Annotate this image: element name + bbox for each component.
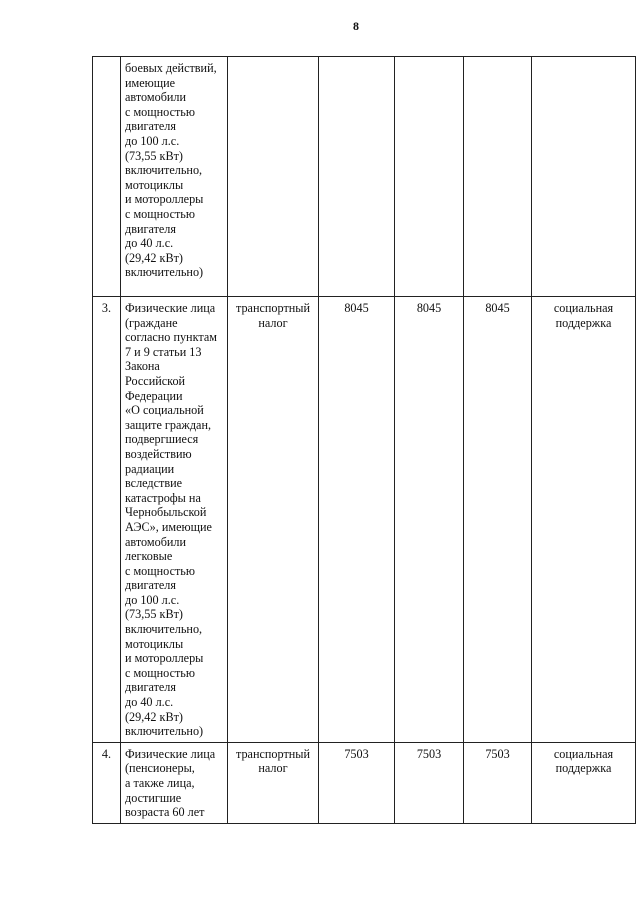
category-line: Закона	[125, 359, 160, 374]
category-line: (73,55 кВт)	[125, 148, 183, 163]
category-line: включительно)	[125, 724, 204, 739]
tax-line: транспортный	[235, 746, 311, 761]
category-line: включительно,	[125, 622, 203, 637]
support-type-line: социальная	[553, 746, 614, 761]
category-line: Физические лица	[125, 301, 216, 315]
page-number: 8	[353, 19, 359, 33]
category-line: и мотороллеры	[125, 651, 204, 666]
support-type-cell	[532, 297, 636, 743]
category-line: двигателя	[125, 119, 176, 134]
category-line: катастрофы на	[125, 490, 201, 505]
category-line: имеющие	[125, 75, 176, 90]
category-line: двигателя	[125, 578, 176, 593]
category-line: с мощностью	[125, 206, 195, 221]
value-cell: 8045	[464, 297, 532, 743]
tax-cell	[228, 742, 319, 823]
category-line: (граждане	[125, 315, 178, 330]
category-cell	[121, 57, 228, 297]
category-line: Российской	[125, 373, 186, 388]
category-line: до 100 л.с.	[125, 133, 180, 148]
value-cell	[319, 57, 395, 297]
value-cell: 7503	[464, 742, 532, 823]
benefits-table	[92, 56, 636, 824]
category-line: подвергшиеся	[125, 432, 199, 447]
category-line: Физические лица	[125, 746, 216, 761]
category-line: (29,42 кВт)	[125, 250, 183, 265]
value-cell	[464, 57, 532, 297]
category-line: согласно пунктам	[125, 330, 217, 345]
category-line: (пенсионеры,	[125, 761, 195, 776]
tax-line: транспортный	[235, 301, 311, 315]
category-line: до 100 л.с.	[125, 592, 180, 607]
category-line: с мощностью	[125, 563, 195, 578]
category-line: легковые	[125, 549, 173, 564]
support-type-line: поддержка	[555, 315, 612, 330]
category-line: до 40 л.с.	[125, 695, 174, 710]
value-cell: 7503	[395, 742, 464, 823]
value-cell: 8045	[319, 297, 395, 743]
category-line: с мощностью	[125, 104, 195, 119]
category-line: (29,42 кВт)	[125, 709, 183, 724]
support-type-line: поддержка	[555, 761, 612, 776]
category-line: «О социальной	[125, 403, 204, 418]
category-line: автомобили	[125, 534, 187, 549]
table-row	[93, 742, 636, 823]
category-line: автомобили	[125, 90, 187, 105]
value-cell: 7503	[319, 742, 395, 823]
category-line: (73,55 кВт)	[125, 607, 183, 622]
category-line: АЭС», имеющие	[125, 519, 212, 534]
category-line: радиации	[125, 461, 175, 476]
category-line: боевых действий,	[125, 61, 217, 75]
tax-line: налог	[258, 315, 288, 330]
support-type-cell	[532, 57, 636, 297]
category-line: Федерации	[125, 388, 183, 403]
category-line: двигателя	[125, 221, 176, 236]
category-line: и мотороллеры	[125, 192, 204, 207]
category-line: Чернобыльской	[125, 505, 207, 520]
support-type-cell	[532, 742, 636, 823]
category-line: включительно,	[125, 163, 203, 178]
tax-cell	[228, 297, 319, 743]
table-row	[93, 57, 636, 297]
row-number-cell: 3.	[93, 297, 121, 743]
row-number-cell: 4.	[93, 742, 121, 823]
tax-line: налог	[258, 761, 288, 776]
value-cell	[395, 57, 464, 297]
category-line: воздействию	[125, 446, 192, 461]
category-line: возраста 60 лет	[125, 805, 205, 820]
category-line: с мощностью	[125, 665, 195, 680]
category-line: включительно)	[125, 265, 204, 280]
category-line: мотоциклы	[125, 636, 184, 651]
support-type-line: социальная	[553, 301, 614, 315]
category-line: до 40 л.с.	[125, 236, 174, 251]
table-row	[93, 297, 636, 743]
row-number-cell	[93, 57, 121, 297]
category-line: достигшие	[125, 790, 182, 805]
category-cell	[121, 742, 228, 823]
category-line: вследствие	[125, 476, 183, 491]
value-cell: 8045	[395, 297, 464, 743]
category-cell	[121, 297, 228, 743]
category-line: мотоциклы	[125, 177, 184, 192]
category-line: а также лица,	[125, 776, 195, 790]
category-line: двигателя	[125, 680, 176, 695]
tax-cell	[228, 57, 319, 297]
category-line: защите граждан,	[125, 417, 212, 432]
category-line: 7 и 9 статьи 13	[125, 344, 202, 359]
